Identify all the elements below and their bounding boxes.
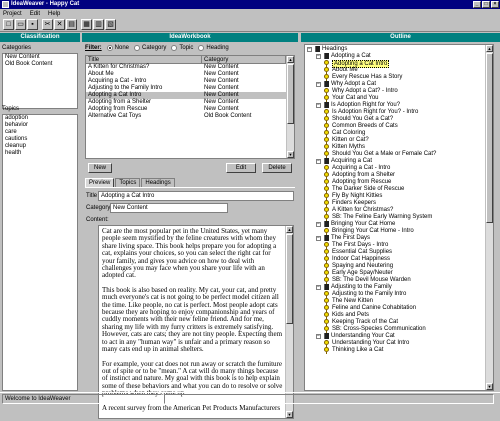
outline-tree[interactable] (304, 44, 494, 391)
outline-item[interactable] (305, 81, 493, 88)
list-item[interactable]: behavior (5, 122, 29, 128)
outline-item[interactable] (305, 172, 493, 179)
table-row[interactable] (86, 106, 294, 113)
topics-label: Topics (2, 106, 20, 112)
menu-bar (0, 9, 500, 18)
outline-header: Outline (301, 33, 500, 42)
outline-item-label: About Me (332, 67, 358, 73)
lightbulb-icon (324, 305, 329, 310)
column-category-header[interactable]: Category (202, 56, 286, 63)
filter-none-radio[interactable] (107, 45, 113, 51)
topics-list[interactable] (2, 114, 78, 391)
outline-item[interactable] (305, 116, 493, 123)
layout-icon[interactable]: ▥ (93, 19, 104, 30)
outline-item-label: Fly By Night Kitties (332, 193, 383, 199)
cell-title: A Kitten for Christmas? (88, 64, 150, 70)
outline-item-label: The First Days - Intro (332, 242, 389, 248)
title-label: Title (86, 193, 98, 199)
outline-item-label: Adjusting to the Family (331, 284, 392, 290)
lightbulb-icon (324, 151, 329, 156)
outline-item-label: Acquiring a Cat (331, 158, 373, 164)
cell-category: New Content (204, 99, 239, 105)
outline-item-label: SB: The Devil Mouse Warden (332, 277, 411, 283)
cell-category: New Content (204, 85, 239, 91)
lightbulb-icon (324, 165, 329, 170)
outline-item[interactable] (305, 88, 493, 95)
filter-category-label: Category (142, 45, 167, 51)
outline-item-label: Kitten or Cat? (332, 137, 369, 143)
cell-category: New Content (204, 64, 239, 70)
classification-pane (0, 33, 80, 391)
outline-item-label: Feline and Canine Cohabitation (332, 305, 417, 311)
outline-item[interactable] (305, 207, 493, 214)
outline-item[interactable] (305, 144, 493, 151)
menu-project[interactable]: Project (3, 10, 22, 17)
new-icon[interactable]: □ (3, 19, 14, 30)
outline-item[interactable] (305, 319, 493, 326)
outline-item[interactable] (305, 270, 493, 277)
outline-item[interactable] (305, 277, 493, 284)
status-panel-empty (164, 394, 494, 404)
filter-topic-radio[interactable] (171, 45, 177, 51)
cell-title: About Me (88, 71, 114, 77)
outline-item[interactable] (305, 130, 493, 137)
lightbulb-icon (324, 270, 329, 275)
lightbulb-icon (324, 312, 329, 317)
scroll-thumb[interactable] (486, 53, 493, 223)
filter-heading-label: Heading (206, 45, 229, 51)
outline-item-label: Why Adopt a Cat (331, 81, 377, 87)
content-scrollbar[interactable] (285, 226, 293, 418)
outline-item[interactable] (305, 305, 493, 312)
outline-item[interactable] (305, 298, 493, 305)
list-item[interactable]: cautions (5, 136, 28, 142)
split-icon[interactable]: ▧ (105, 19, 116, 30)
list-item[interactable]: health (5, 150, 22, 156)
outline-item[interactable] (305, 102, 493, 109)
cell-title: Adopting a Cat Intro (88, 92, 142, 98)
outline-pane (301, 33, 500, 391)
outline-item-label: Early Age Spay/Neuter (332, 270, 393, 276)
filter-row (82, 42, 298, 54)
outline-item[interactable] (305, 158, 493, 165)
category-field[interactable]: New Content (110, 203, 228, 213)
outline-item[interactable] (305, 46, 493, 53)
idea-table[interactable] (85, 55, 295, 159)
content-paragraph: Cat are the most popular pet in the United States, yet many people seem mystified by the feline creatures with whom they share living space. This book helps prepare you for adopting a cat, explains your choices, so you can select the right cat for your family, and gives you advice on how to deal with challenges you may face when you share your life with an adopted cat. (102, 227, 277, 280)
tab-preview[interactable]: Preview (85, 178, 114, 187)
outline-item[interactable] (305, 193, 493, 200)
minimize-button[interactable]: _ (473, 1, 481, 8)
collapse-icon[interactable]: − (317, 81, 320, 87)
lightbulb-icon (324, 242, 329, 247)
outline-item-label: Common Breeds of Cats (332, 123, 398, 129)
table-row[interactable] (86, 99, 294, 106)
scroll-down-arrow[interactable]: ▼ (287, 412, 292, 417)
outline-item-label: The First Days (331, 235, 371, 241)
lightbulb-icon (324, 326, 329, 331)
save-icon[interactable]: ▪ (27, 19, 38, 30)
outline-item-label: Kids and Pets (332, 312, 370, 318)
outline-item[interactable] (305, 95, 493, 102)
outline-item[interactable] (305, 228, 493, 235)
lightbulb-icon (324, 228, 329, 233)
lightbulb-icon (324, 144, 329, 149)
collapse-icon[interactable]: − (317, 284, 320, 290)
scroll-up-arrow[interactable]: ▲ (288, 57, 293, 62)
scroll-down-arrow[interactable]: ▼ (288, 152, 293, 157)
outline-item-label: Indoor Cat Happiness (332, 256, 391, 262)
outline-item[interactable] (305, 137, 493, 144)
lightbulb-icon (324, 74, 329, 79)
view-icon[interactable]: ▦ (81, 19, 92, 30)
outline-item[interactable] (305, 249, 493, 256)
outline-item-label: Headings (322, 46, 348, 52)
outline-item-label: Kitten Myths (332, 144, 366, 150)
outline-item-label: Every Rescue Has a Story (332, 74, 403, 80)
table-scrollbar[interactable] (286, 56, 294, 158)
lightbulb-icon (324, 298, 329, 303)
classification-header: Classification (0, 33, 80, 42)
filter-none-label: None (114, 45, 130, 51)
outline-item-label: Acquiring a Cat - Intro (332, 165, 391, 171)
categories-list[interactable] (2, 53, 78, 109)
outline-item-label: Adopting a Cat (331, 53, 371, 59)
outline-item-label: SB: The Feline Early Warning System (332, 214, 433, 220)
cell-title: Acquiring a Cat - Intro (88, 78, 147, 84)
menu-edit[interactable]: Edit (29, 10, 41, 17)
outline-item-label: Spaying and Neutering (332, 263, 394, 269)
outline-item-label: Essential Cat Supplies (332, 249, 393, 255)
book-icon (324, 235, 329, 241)
list-item[interactable]: cleanup (5, 143, 27, 149)
table-row[interactable] (86, 92, 294, 99)
content-paragraph: For example, your cat does not run away or scratch the furniture out of spite or to be "mean." A cat will do many things because of instinct and nature. My goal with this book is to help explain some of these behaviors and what you can do to resolve or solve problems when they come up. (102, 359, 283, 398)
workbook-header: IdeaWorkbook (82, 33, 298, 42)
outline-item-label: Adopting from a Shelter (332, 172, 396, 178)
outline-item[interactable] (305, 221, 493, 228)
column-title-header[interactable]: Title (86, 56, 202, 63)
lightbulb-icon (324, 249, 329, 254)
title-bar (0, 0, 500, 9)
delete-icon[interactable]: ✕ (54, 19, 65, 30)
toolbar (0, 18, 500, 32)
scroll-up-arrow[interactable]: ▲ (287, 227, 292, 232)
outline-item-label: Should You Get a Male or Female Cat? (332, 151, 437, 157)
outline-item[interactable] (305, 242, 493, 249)
outline-item[interactable] (305, 256, 493, 263)
outline-item[interactable] (305, 291, 493, 298)
new-button[interactable]: New (88, 163, 112, 173)
print-icon[interactable]: ▤ (66, 19, 77, 30)
scroll-up-arrow[interactable]: ▲ (487, 46, 492, 51)
lightbulb-icon (324, 214, 329, 219)
book-icon (324, 333, 329, 339)
lightbulb-icon (324, 109, 329, 114)
lightbulb-icon (324, 137, 329, 142)
title-field[interactable]: Adopting a Cat Intro (98, 191, 294, 201)
outline-scrollbar[interactable] (485, 45, 493, 390)
outline-item-label: Your Cat and You (332, 95, 379, 101)
cell-title: Adopting from a Shelter (88, 99, 152, 105)
list-item[interactable]: care (5, 129, 17, 135)
table-header (86, 56, 294, 64)
outline-item[interactable] (305, 74, 493, 81)
outline-item[interactable] (305, 53, 493, 60)
lightbulb-icon (324, 116, 329, 121)
outline-item[interactable] (305, 214, 493, 221)
outline-item[interactable] (305, 151, 493, 158)
outline-item-label: Bringing Your Cat Home (331, 221, 396, 227)
maximize-button[interactable]: □ (482, 1, 490, 8)
scroll-thumb[interactable] (286, 234, 293, 324)
scroll-thumb[interactable] (287, 64, 294, 124)
menu-help[interactable]: Help (48, 10, 61, 17)
cell-category: Old Book Content (204, 113, 252, 119)
lightbulb-icon (324, 347, 329, 352)
outline-item-label: Adopting from Rescue (332, 179, 392, 185)
outline-item-label: Bringing Your Cat Home - Intro (332, 228, 414, 234)
collapse-icon[interactable]: − (317, 221, 320, 227)
status-bar (0, 392, 500, 405)
outline-item-label: Why Adopt a Cat? - Intro (332, 88, 398, 94)
outline-item[interactable] (305, 109, 493, 116)
book-icon (324, 53, 329, 59)
detail-tabs (85, 178, 176, 187)
table-row[interactable] (86, 78, 294, 85)
cut-icon[interactable]: ✂ (42, 19, 53, 30)
book-icon (324, 102, 329, 108)
outline-item-label: Should You Get a Cat? (332, 116, 394, 122)
outline-item-label: Understanding Your Cat Intro (332, 340, 410, 346)
outline-item[interactable] (305, 179, 493, 186)
content-label: Content: (86, 217, 109, 223)
outline-item-label: Finders Keepers (332, 200, 377, 206)
lightbulb-icon (324, 172, 329, 177)
lightbulb-icon (324, 60, 329, 65)
status-text: Welcome to IdeaWeaver (2, 394, 162, 404)
lightbulb-icon (324, 95, 329, 100)
outline-item-label: Understanding Your Cat (331, 333, 395, 339)
collapse-icon[interactable]: − (317, 158, 320, 164)
outline-item[interactable] (305, 347, 493, 354)
lightbulb-icon (324, 340, 329, 345)
outline-item-label: Is Adoption Right for You? - Intro (332, 109, 419, 115)
list-item[interactable]: Old Book Content (5, 61, 53, 67)
book-icon (324, 81, 329, 87)
lightbulb-icon (324, 88, 329, 93)
outline-item[interactable] (305, 263, 493, 270)
content-editor[interactable] (98, 225, 294, 419)
table-row[interactable] (86, 113, 294, 120)
app-icon[interactable] (2, 1, 9, 8)
cell-title: Alternative Cat Toys (88, 113, 142, 119)
outline-item[interactable] (305, 340, 493, 347)
filter-label: Filter: (85, 45, 102, 51)
cell-category: New Content (204, 78, 239, 84)
outline-item-label: A Kitten for Christmas? (332, 207, 394, 213)
lightbulb-icon (324, 123, 329, 128)
outline-item[interactable] (305, 123, 493, 130)
filter-category-radio[interactable] (134, 45, 140, 51)
outline-item[interactable] (305, 67, 493, 74)
outline-item-label: Cat Coloring (332, 130, 366, 136)
outline-item[interactable] (305, 200, 493, 207)
tab-topics[interactable]: Topics (115, 178, 140, 187)
category-label: Category (86, 205, 111, 211)
content-paragraph: A recent survey from the American Pet Products Manufacturers (102, 403, 281, 412)
outline-item[interactable] (305, 326, 493, 333)
collapse-icon[interactable]: − (317, 53, 320, 59)
table-row[interactable] (86, 64, 294, 71)
app-title: IdeaWeaver - Happy Cat (11, 1, 80, 7)
outline-item-label: Thinking Like a Cat (332, 347, 384, 353)
lightbulb-icon (324, 277, 329, 282)
collapse-icon[interactable]: − (317, 235, 320, 241)
content-paragraph: This book is also based on reality. My cat, your cat, and pretty much everyone's cat is not going to be perfect model citizen all the time. Like people, no cat is perfect. Most people adopt cats because they are hoping to enjoy companionship and years of cuddly moments with their new feline friend. And for me, sharing my life with my furry critters is extremely satisfying. However, cats are cats; they are not tiny people. Expecting them to act in any "human way" is unfair and a primary reason so many cats end up in animal shelters. (102, 285, 283, 354)
outline-item[interactable] (305, 60, 493, 67)
lightbulb-icon (324, 200, 329, 205)
outline-item-label: SB: Cross-Species Communication (332, 326, 426, 332)
close-button[interactable]: × (491, 1, 499, 8)
lightbulb-icon (324, 67, 329, 72)
table-row[interactable] (86, 85, 294, 92)
lightbulb-icon (324, 179, 329, 184)
cell-category: New Content (204, 106, 239, 112)
list-item[interactable]: New Content (5, 54, 40, 60)
filter-topic-label: Topic (179, 45, 194, 51)
list-item[interactable]: adoption (5, 115, 29, 121)
lightbulb-icon (324, 256, 329, 261)
cell-title: Adopting from Rescue (88, 106, 148, 112)
lightbulb-icon (324, 186, 329, 191)
outline-item[interactable] (305, 235, 493, 242)
lightbulb-icon (324, 130, 329, 135)
outline-item-label: The New Kitten (332, 298, 374, 304)
lightbulb-icon (324, 263, 329, 268)
book-icon (324, 221, 329, 227)
lightbulb-icon (324, 319, 329, 324)
delete-button[interactable]: Delete (262, 163, 292, 173)
outline-item[interactable] (305, 186, 493, 193)
edit-button[interactable]: Edit (226, 163, 256, 173)
outline-item[interactable] (305, 312, 493, 319)
outline-item-label: The Darker Side of Rescue (332, 186, 405, 192)
cell-category: New Content (204, 92, 239, 98)
outline-item[interactable] (305, 333, 493, 340)
cell-title: Adjusting to the Family Intro (88, 85, 163, 91)
categories-label: Categories (2, 45, 32, 51)
outline-item-label: Keeping Track of the Cat (332, 319, 399, 325)
open-icon[interactable]: ▭ (15, 19, 26, 30)
table-row[interactable] (86, 71, 294, 78)
scroll-down-arrow[interactable]: ▼ (487, 384, 492, 389)
lightbulb-icon (324, 207, 329, 212)
collapse-icon[interactable]: − (308, 46, 311, 52)
book-icon (324, 158, 329, 164)
book-icon (324, 284, 329, 290)
collapse-icon[interactable]: − (317, 102, 320, 108)
outline-item-label: Adjusting to the Family Intro (332, 291, 407, 297)
workbook-pane (82, 33, 298, 417)
outline-item-label: Adopting a Cat Intro (334, 61, 388, 67)
filter-heading-radio[interactable] (198, 45, 204, 51)
tab-headings[interactable]: Headings (141, 178, 174, 187)
outline-item[interactable] (305, 165, 493, 172)
outline-item[interactable] (305, 284, 493, 291)
book-icon (315, 46, 320, 52)
lightbulb-icon (324, 291, 329, 296)
cell-category: New Content (204, 71, 239, 77)
collapse-icon[interactable]: − (317, 333, 320, 339)
lightbulb-icon (324, 193, 329, 198)
outline-item-label: Is Adoption Right for You? (331, 102, 401, 108)
